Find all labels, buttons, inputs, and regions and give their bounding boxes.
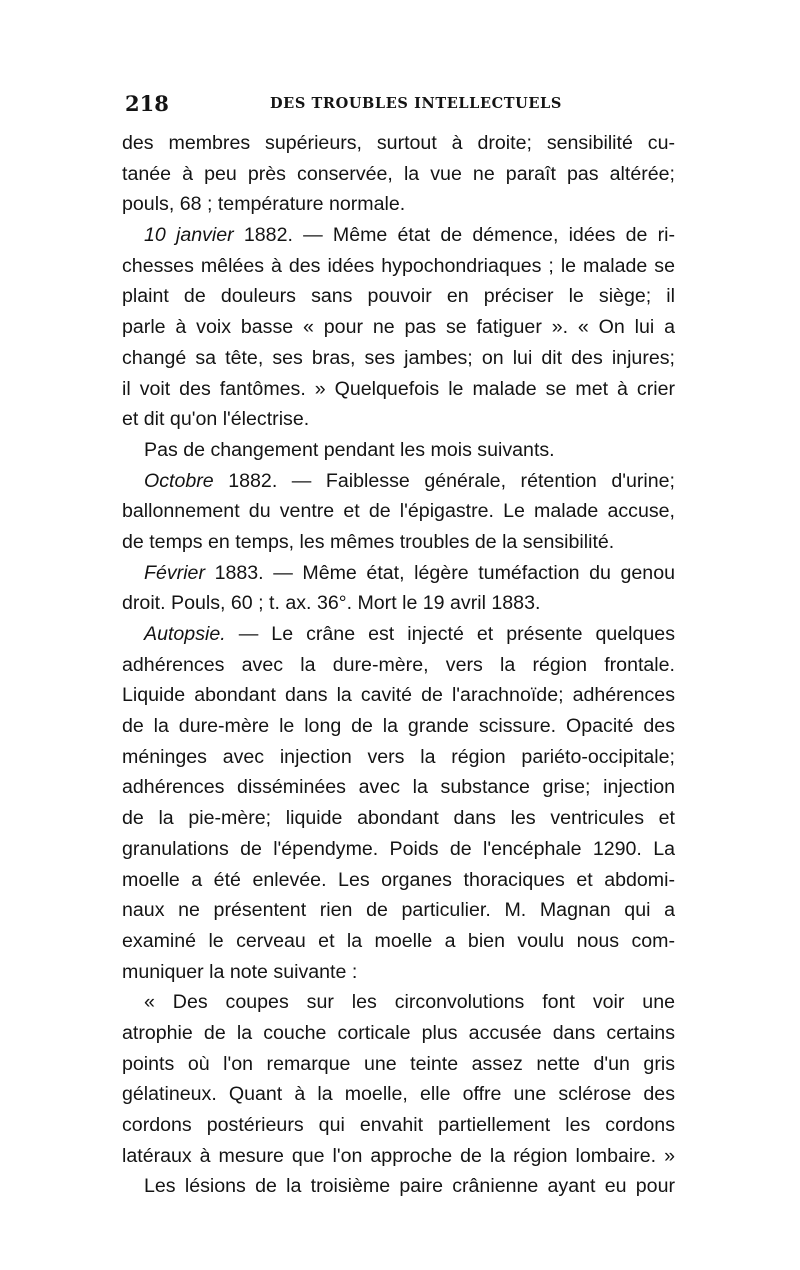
page-number: 218 <box>125 91 169 116</box>
text-line: examiné le cerveau et la moelle a bien voulu nous com- <box>122 929 675 952</box>
text-line: Autopsie. — Le crâne est injecté et présente quelques <box>144 623 675 645</box>
text-line: et dit qu'on l'électrise. <box>122 408 310 431</box>
text-line: plaint de douleurs sans pouvoir en préciser le siège; il <box>122 285 675 308</box>
text-line: points où l'on remarque une teinte assez nette d'un gris <box>122 1052 675 1075</box>
text-line: de la pie-mère; liquide abondant dans les ventricules et <box>122 807 675 830</box>
running-head <box>125 92 673 116</box>
text-line: droit. Pouls, 60 ; t. ax. 36°. Mort le 19 avril 1883. <box>122 592 541 615</box>
text-line: Pas de changement pendant les mois suivants. <box>144 438 555 461</box>
text-line: latéraux à mesure que l'on approche de la région lombaire. » <box>122 1144 675 1167</box>
text-line: de temps en temps, les mêmes troubles de la sensibilité. <box>122 530 615 553</box>
text-line: changé sa tête, ses bras, ses jambes; on lui dit des injures; <box>122 346 675 369</box>
text-line: Octobre 1882. — Faiblesse générale, rétention d'urine; <box>144 469 675 492</box>
text-line: granulations de l'épendyme. Poids de l'encéphale 1290. La <box>122 837 675 860</box>
text-line: des membres supérieurs, surtout à droite; sensibilité cu- <box>122 132 675 154</box>
text-line: Février 1883. — Même état, légère tuméfaction du genou <box>144 561 675 584</box>
text-line: adhérences disséminées avec la substance grise; injection <box>122 776 675 799</box>
text-line: Les lésions de la troisième paire crânienne ayant eu pour <box>144 1175 675 1198</box>
text-line: Liquide abondant dans la cavité de l'arachnoïde; adhérences <box>122 684 675 707</box>
text-line: muniquer la note suivante : <box>122 960 358 983</box>
text-line: cordons postérieurs qui envahit partiellement les cordons <box>122 1114 675 1136</box>
text-line: il voit des fantômes. » Quelquefois le malade se met à crier <box>122 377 675 400</box>
text-line: de la dure-mère le long de la grande scissure. Opacité des <box>122 715 675 738</box>
text-line: parle à voix basse « pour ne pas se fatiguer ». « On lui a <box>122 316 675 339</box>
text-line: gélatineux. Quant à la moelle, elle offre une sclérose des <box>122 1083 675 1106</box>
body-text <box>122 128 675 1202</box>
text-line: chesses mêlées à des idées hypochondriaques ; le malade se <box>122 254 675 277</box>
running-title: DES TROUBLES INTELLECTUELS <box>270 95 562 112</box>
text-line: moelle a été enlevée. Les organes thoraciques et abdomi- <box>122 868 675 891</box>
text-line: naux ne présentent rien de particulier. M. Magnan qui a <box>122 899 675 922</box>
text-line: tanée à peu près conservée, la vue ne paraît pas altérée; <box>122 162 675 185</box>
text-line: « Des coupes sur les circonvolutions font voir une <box>144 991 675 1014</box>
text-line: pouls, 68 ; température normale. <box>122 193 406 216</box>
text-line: ballonnement du ventre et de l'épigastre. Le malade accuse, <box>122 500 675 523</box>
text-line: méninges avec injection vers la région pariéto-occipitale; <box>122 745 675 768</box>
text-line: adhérences avec la dure-mère, vers la région frontale. <box>122 653 675 676</box>
text-line: 10 janvier 1882. — Même état de démence, idées de ri- <box>144 224 675 247</box>
text-line: atrophie de la couche corticale plus accusée dans certains <box>122 1021 675 1044</box>
